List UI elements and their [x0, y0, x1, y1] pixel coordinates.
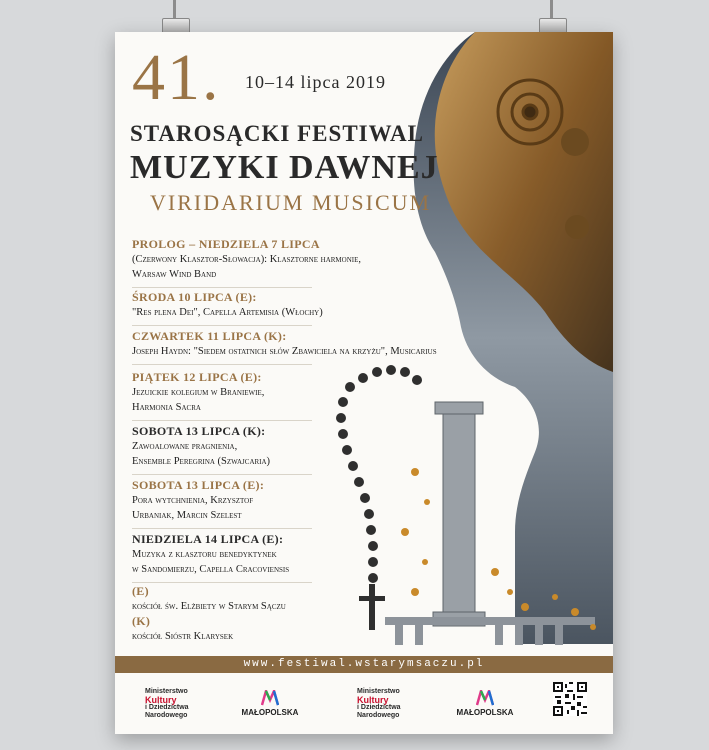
program-item-prolog	[132, 237, 361, 288]
malopolska-icon	[476, 690, 494, 706]
program-heading: PIĄTEK 12 LIPCA (E):	[132, 370, 262, 384]
binder-clip-left	[160, 0, 190, 36]
program-item-friday	[132, 370, 312, 421]
legend-place-e: kościół św. Elżbiety w Starym Sączu	[132, 601, 286, 612]
program-line: Warsaw Wind Band	[132, 269, 217, 280]
program-item-saturday-k	[132, 424, 312, 475]
program-line: Ensemble Peregrina (Szwajcaria)	[132, 456, 271, 467]
program-heading: PROLOG – NIEDZIELA 7 LIPCA	[132, 237, 320, 251]
divider	[132, 420, 312, 421]
stone-column	[433, 402, 485, 626]
malopolska-logo	[455, 690, 515, 717]
ministry-line: Ministerstwo	[145, 688, 188, 695]
edition-number: 41.	[132, 41, 221, 114]
legend-key-e: (E)	[132, 584, 149, 598]
malopolska-logo	[240, 690, 300, 717]
divider	[132, 582, 312, 583]
program-heading: NIEDZIELA 14 LIPCA (E):	[132, 532, 284, 546]
ministry-line: Kultury	[357, 695, 389, 705]
program-line: "Res plena Dei", Capella Artemisia (Włochy)	[132, 307, 323, 318]
festival-title-line2: MUZYKI DAWNEJ	[130, 149, 439, 186]
program-item-wednesday	[132, 290, 323, 326]
ministry-line: i Dziedzictwa	[145, 704, 189, 711]
malopolska-icon	[261, 690, 279, 706]
malopolska-label: MAŁOPOLSKA	[456, 708, 514, 717]
program-line: Pora wytchnienia, Krzysztof	[132, 495, 254, 506]
divider	[132, 364, 312, 365]
program-heading: CZWARTEK 11 LIPCA (K):	[132, 329, 287, 343]
program-line: Harmonia Sacra	[132, 402, 201, 413]
program-line: Joseph Haydn: "Siedem ostatnich słów Zbawiciela na krzyżu", Musicarius	[132, 346, 437, 357]
tuning-peg	[565, 215, 589, 239]
program-line: (Czerwony Klasztor-Słowacja): Klasztorne harmonie,	[132, 254, 361, 265]
program-heading: SOBOTA 13 LIPCA (E):	[132, 478, 265, 492]
program-line: Jezuickie kolegium w Braniewie,	[132, 387, 265, 398]
ministry-line: Narodowego	[145, 712, 188, 719]
divider	[132, 528, 312, 529]
ministry-line: i Dziedzictwa	[357, 704, 401, 711]
legend-key-k: (K)	[132, 614, 151, 628]
legend-place-k: kościół Sióstr Klarysek	[132, 631, 234, 642]
venue-legend	[132, 584, 286, 644]
rosary	[336, 365, 422, 630]
festival-poster	[115, 32, 613, 734]
program-item-sunday	[132, 532, 312, 583]
website-bar[interactable]: www.festiwal.wstarymsaczu.pl	[115, 656, 613, 673]
ministry-line: Kultury	[145, 695, 177, 705]
divider	[132, 474, 312, 475]
program-line: Zawoalowane pragnienia,	[132, 441, 238, 452]
program-line: w Sandomierzu, Capella Cracoviensis	[132, 564, 290, 575]
festival-dates: 10–14 lipca 2019	[245, 72, 386, 92]
binder-clip-right	[537, 0, 567, 36]
program-line: Urbaniak, Marcin Szelest	[132, 510, 242, 521]
divider	[132, 287, 312, 288]
program-item-thursday	[132, 329, 437, 365]
malopolska-label: MAŁOPOLSKA	[241, 708, 299, 717]
ministry-line: Narodowego	[357, 712, 400, 719]
festival-title-line1: STAROSĄCKI FESTIWAL	[130, 121, 425, 146]
festival-subtitle: VIRIDARIUM MUSICUM	[150, 190, 432, 215]
divider	[132, 325, 312, 326]
ministry-line: Ministerstwo	[357, 688, 400, 695]
ministry-logo	[357, 688, 401, 720]
ministry-logo	[145, 688, 189, 720]
program-line: Muzyka z klasztoru benedyktynek	[132, 549, 277, 560]
program-item-saturday-e	[132, 478, 312, 529]
program-heading: ŚRODA 10 LIPCA (E):	[132, 290, 257, 304]
program-heading: SOBOTA 13 LIPCA (K):	[132, 424, 266, 438]
qr-code-icon[interactable]	[553, 682, 587, 716]
tuning-peg	[561, 128, 589, 156]
